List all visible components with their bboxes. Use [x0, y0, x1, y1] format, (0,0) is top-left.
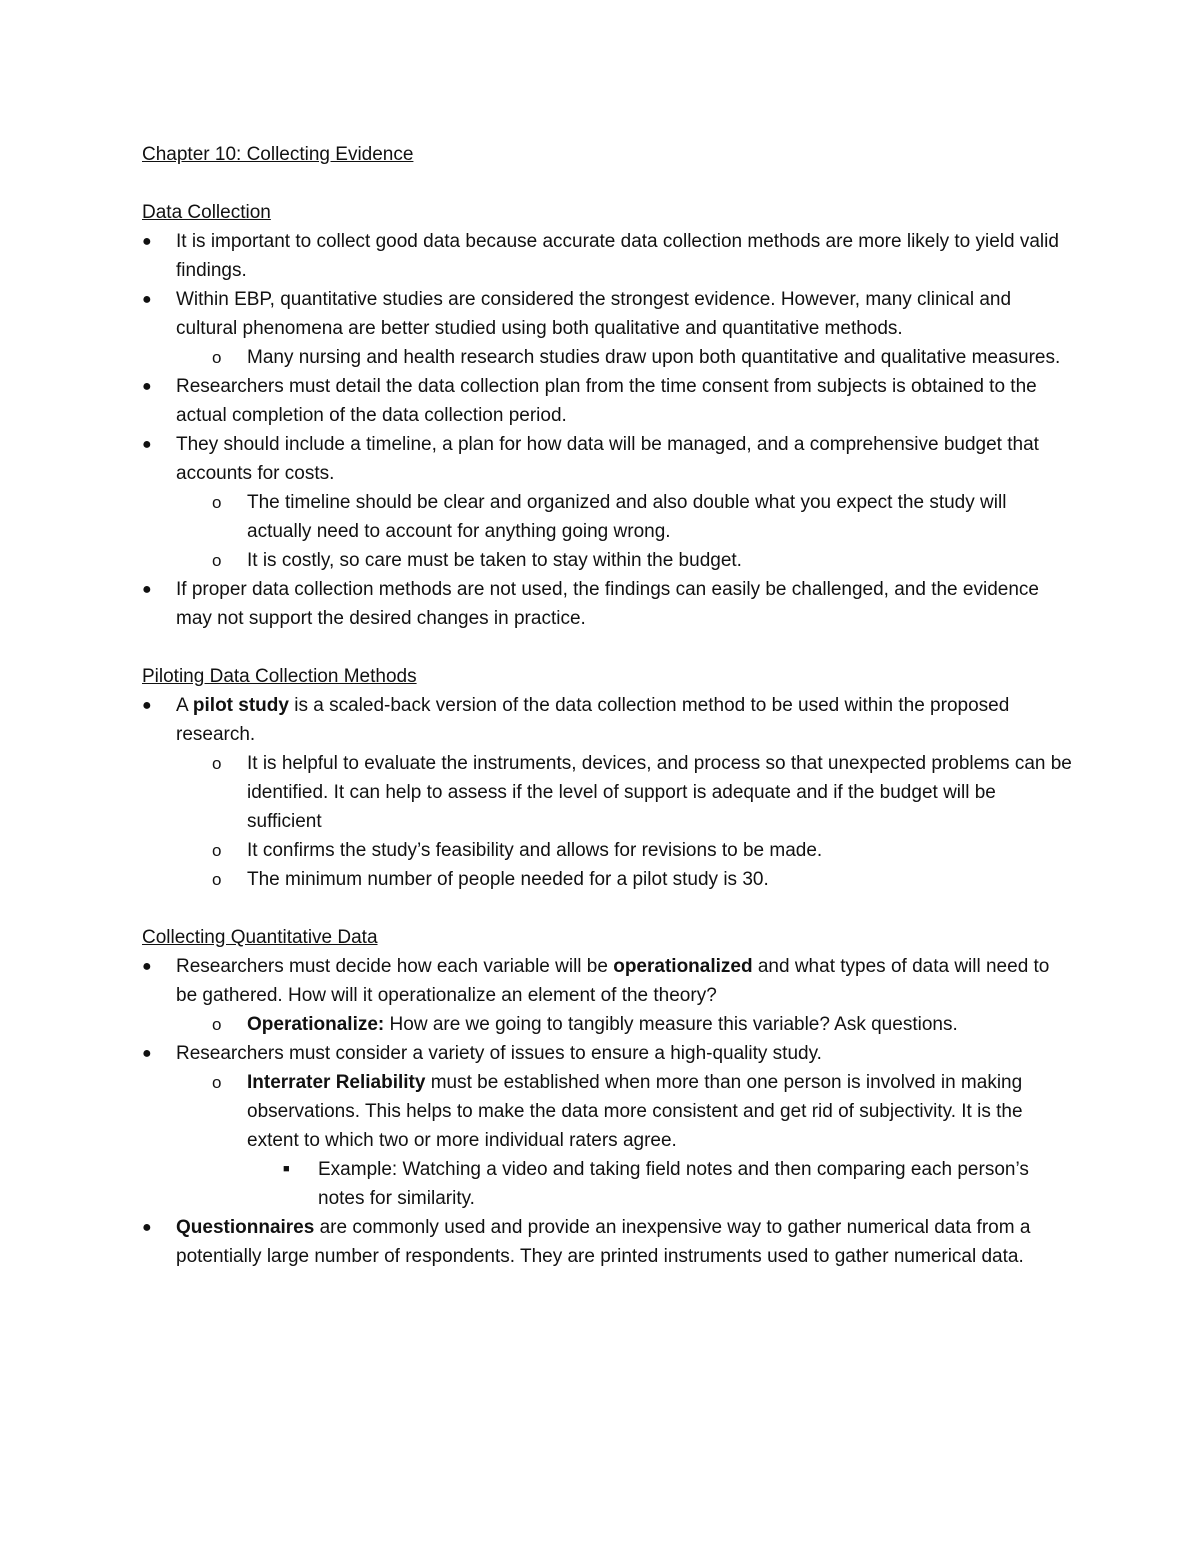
- bullet-icon: ●: [142, 291, 152, 308]
- list-item-level-2: [142, 488, 1072, 546]
- item-text: How are we going to tangibly measure this variable? Ask questions.: [384, 1014, 958, 1035]
- item-text: is a scaled-back version of the data collection method to be used within the proposed research.: [176, 695, 1010, 745]
- list-item-level-1: [142, 1039, 1072, 1068]
- circle-bullet-icon: o: [212, 551, 222, 570]
- list-item-level-1: [142, 372, 1072, 430]
- item-text: It is helpful to evaluate the instruments, devices, and process so that unexpected problems can be identified. It can help to assess if the level of support is adequate and if the budget will be sufficient: [247, 753, 1072, 832]
- item-text: The timeline should be clear and organized and also double what you expect the study will actually need to account for anything going wrong.: [247, 492, 1007, 542]
- item-text: It confirms the study’s feasibility and allows for revisions to be made.: [247, 840, 823, 861]
- item-text: It is costly, so care must be taken to stay within the budget.: [247, 550, 742, 571]
- bullet-icon: ●: [142, 436, 152, 453]
- list-item-level-2: [142, 546, 1072, 575]
- bold-term: pilot study: [192, 695, 289, 716]
- item-text: If proper data collection methods are not used, the findings can easily be challenged, and the evidence may not support the desired changes in practice.: [176, 579, 1039, 629]
- circle-bullet-icon: o: [212, 493, 222, 512]
- list-item-level-3: [142, 1155, 1072, 1213]
- item-text: Researchers must consider a variety of issues to ensure a high-quality study.: [176, 1043, 822, 1064]
- item-text: must be established when more than one person is involved in making observations. This helps to make the data more consistent and get rid of subjectivity. It is the extent to which two or more individual raters agree.: [247, 1072, 1023, 1151]
- item-text: Within EBP, quantitative studies are considered the strongest evidence. However, many clinical and cultural phenomena are better studied using both qualitative and quantitative methods.: [176, 289, 1012, 339]
- circle-bullet-icon: o: [212, 1073, 222, 1092]
- item-text: They should include a timeline, a plan for how data will be managed, and a comprehensive budget that accounts for costs.: [176, 434, 1039, 484]
- bold-term: Interrater Reliability: [247, 1072, 426, 1093]
- list-item-level-1: [142, 575, 1072, 633]
- bullet-icon: ●: [142, 1219, 152, 1236]
- section-heading: Data Collection: [142, 202, 271, 223]
- bullet-icon: ●: [142, 378, 152, 395]
- list-item-level-2: [142, 749, 1072, 836]
- bold-term: Questionnaires: [176, 1217, 315, 1238]
- circle-bullet-icon: o: [212, 870, 222, 889]
- list-item-level-2: [142, 1068, 1072, 1155]
- bold-term: operationalized: [613, 956, 753, 977]
- section-spacer: [142, 169, 1072, 198]
- item-text: Many nursing and health research studies draw upon both quantitative and qualitative measures.: [247, 347, 1061, 368]
- item-text: and what types of data will need to be gathered. How will it operationalize an element of the theory?: [176, 956, 1050, 1006]
- circle-bullet-icon: o: [212, 1015, 222, 1034]
- list-item-level-1: [142, 1213, 1072, 1271]
- list-item-level-2: [142, 836, 1072, 865]
- circle-bullet-icon: o: [212, 754, 222, 773]
- item-text: A: [176, 695, 193, 716]
- square-bullet-icon: ■: [283, 1163, 290, 1175]
- list-item-level-1: [142, 285, 1072, 343]
- bullet-icon: ●: [142, 697, 152, 714]
- item-text: Researchers must decide how each variable will be: [176, 956, 614, 977]
- section-spacer: [142, 894, 1072, 923]
- list-item-level-1: [142, 691, 1072, 749]
- list-item-level-2: [142, 865, 1072, 894]
- bullet-icon: ●: [142, 1045, 152, 1062]
- section-heading: Collecting Quantitative Data: [142, 927, 378, 948]
- list-item-level-1: [142, 430, 1072, 488]
- bold-term: Operationalize:: [247, 1014, 385, 1035]
- document-page: [142, 140, 1072, 1271]
- list-item-level-1: [142, 952, 1072, 1010]
- section-heading: Piloting Data Collection Methods: [142, 666, 417, 687]
- item-text: Example: Watching a video and taking field notes and then comparing each person’s notes for similarity.: [318, 1159, 1029, 1209]
- bullet-icon: ●: [142, 958, 152, 975]
- item-text: Researchers must detail the data collection plan from the time consent from subjects is obtained to the actual completion of the data collection period.: [176, 376, 1037, 426]
- item-text: The minimum number of people needed for a pilot study is 30.: [247, 869, 769, 890]
- circle-bullet-icon: o: [212, 348, 222, 367]
- item-text: It is important to collect good data because accurate data collection methods are more likely to yield valid findings.: [176, 231, 1059, 281]
- circle-bullet-icon: o: [212, 841, 222, 860]
- chapter-title: Chapter 10: Collecting Evidence: [142, 144, 414, 165]
- section-spacer: [142, 633, 1072, 662]
- bullet-icon: ●: [142, 581, 152, 598]
- list-item-level-2: [142, 1010, 1072, 1039]
- document-body: [142, 169, 1072, 1271]
- list-item-level-2: [142, 343, 1072, 372]
- list-item-level-1: [142, 227, 1072, 285]
- item-text: are commonly used and provide an inexpensive way to gather numerical data from a potentially large number of respondents. They are printed instruments used to gather numerical data.: [176, 1217, 1031, 1267]
- bullet-icon: ●: [142, 233, 152, 250]
